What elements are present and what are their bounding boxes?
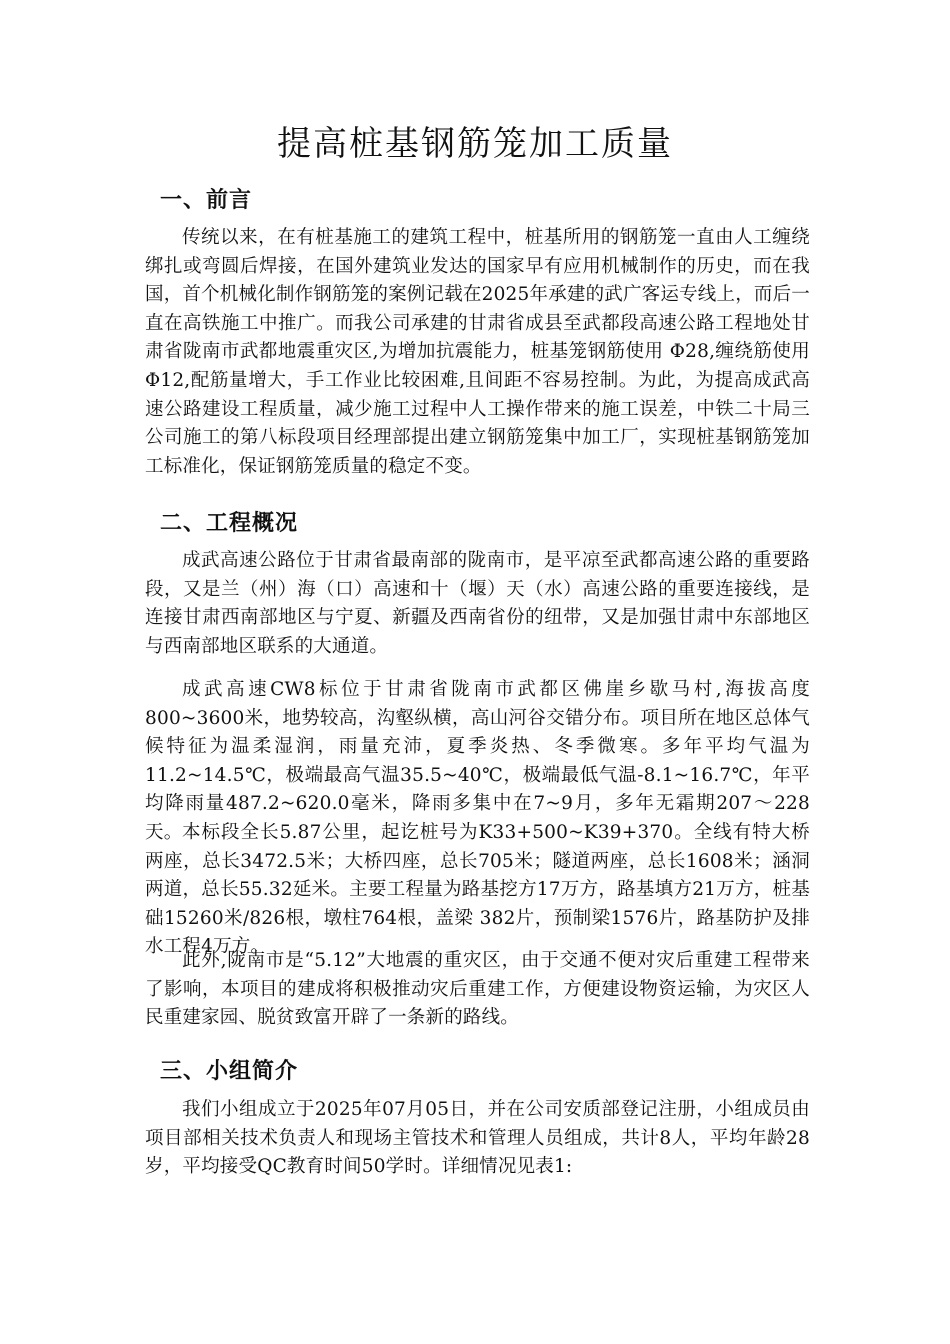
preface-paragraph: 传统以来，在有桩基施工的建筑工程中，桩基所用的钢筋笼一直由人工缠绕绑扎或弯圆后焊接，在国外建筑业发达的国家早有应用机械制作的历史，而在我国，首个机械化制作钢筋笼的案例记载在2025年承建的武广客运专线上，而后一直在高铁施工中推广。而我公司承建的甘肃省成县至武都段高速公路工程地处甘肃省陇南市武都地震重灾区,为增加抗震能力，桩基笼钢筋使用 Φ28,缠绕筋使用 Φ12,配筋量增大，手工作业比较困难,且间距不容易控制。为此，为提高成武高速公路建设工程质量，减少施工过程中人工操作带来的施工误差，中铁二十局三公司施工的第八标段项目经理部提出建立钢筋笼集中加工厂，实现桩基钢筋笼加工标准化，保证钢筋笼质量的稳定不变。 [145,227,810,477]
document-title: 提高桩基钢筋笼加工质量 [277,124,673,164]
section-heading-preface: 一、前言 [160,188,253,213]
overview-paragraph-3: 本标段全长5.87公里，起讫桩号为K33+500~K39+370。全线有特大桥两座，总长3472.5米；大桥四座，总长705米；隧道两座，总长1608米；涵洞两道，总长55.32延米。主要工程量为路基挖方17万方，路基填方21万方，桩基础15260米/826根，墩柱764根，盖梁 382片，预制梁1576片，路基防护及排水工程4万方。 [145,822,810,958]
section-heading-project-overview: 二、工程概况 [160,511,299,536]
team-intro-paragraph: 我们小组成立于2025年07月05日，并在公司安质部登记注册，小组成员由项目部相关技术负责人和现场主管技术和管理人员组成，共计8人，平均年龄28岁，平均接受QC教育时间50学时。详细情况见表1: [145,1099,810,1178]
overview-paragraph-1: 成武高速公路位于甘肃省最南部的陇南市，是平凉至武都高速公路的重要路段，又是兰（州）海（口）高速和十（堰）天（水）高速公路的重要连接线，是连接甘肃西南部地区与宁夏、新疆及西南省份的纽带，又是加强甘肃中东部地区与西南部地区联系的大通道。 [145,550,810,657]
section-heading-team-intro: 三、小组简介 [160,1059,299,1084]
overview-paragraph-2: 成武高速CW8标位于甘肃省陇南市武都区佛崖乡歇马村,海拔高度800~3600米，地势较高，沟壑纵横，高山河谷交错分布。项目所在地区总体气候特征为温柔湿润，雨量充沛，夏季炎热、冬季微寒。多年平均气温为11.2~14.5℃，极端最高气温35.5~40℃，极端最低气温-8.1~16.7℃，年平均降雨量487.2~620.0毫米，降雨多集中在7~9月，多年无霜期207～228天。 [145,679,810,843]
overview-paragraph-4: 此外,陇南市是“5.12”大地震的重灾区，由于交通不便对灾后重建工程带来了影响，本项目的建成将积极推动灾后重建工作，方便建设物资运输，为灾区人民重建家园、脱贫致富开辟了一条新的路线。 [145,950,810,1029]
